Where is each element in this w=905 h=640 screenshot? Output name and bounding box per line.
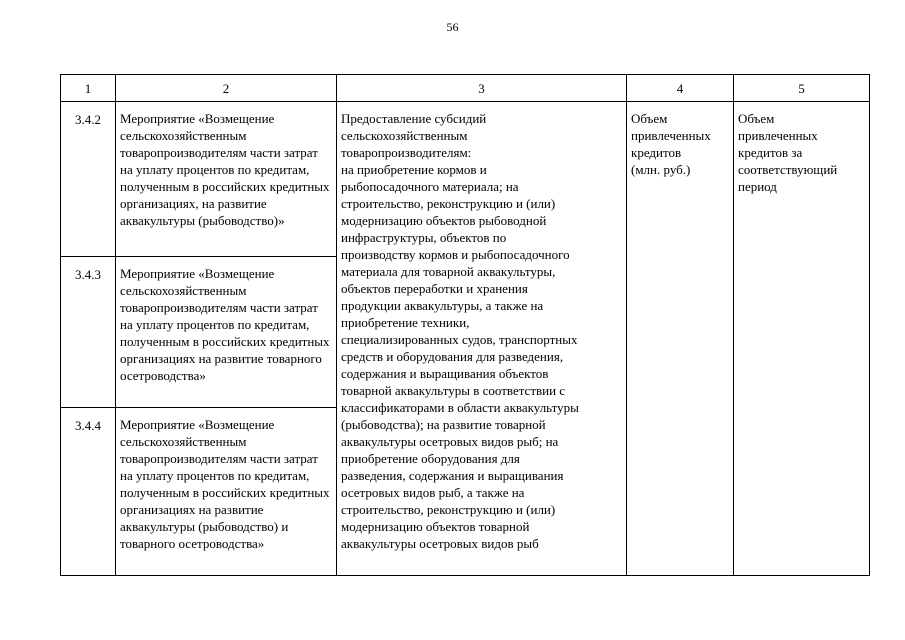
description-line: производству кормов и рыбопосадочного [341,247,570,262]
description-line: модернизацию объектов товарной [341,519,530,534]
description-lines [341,110,622,552]
description-line: материала для товарной аквакультуры, [341,264,556,279]
result-line: кредитов за [738,145,803,160]
column-header-4: 4 [627,75,734,102]
description-line: разведения, содержания и выращивания [341,468,564,483]
description-line: инфраструктуры, объектов по [341,230,507,245]
indicator-line: привлеченных [631,128,711,143]
description-line: на приобретение кормов и [341,162,487,177]
table-header-row [61,75,870,102]
event-description [337,102,627,576]
page-number: 56 [446,20,459,34]
description-line: строительство, реконструкцию и (или) [341,502,556,517]
description-line: продукции аквакультуры, а также на [341,298,544,313]
description-line: Предоставление субсидий [341,111,487,126]
description-line: товарной аквакультуры в соответствии с [341,383,566,398]
description-line: объектов переработки и хранения [341,281,528,296]
result-line: Объем [738,111,775,126]
description-line: классификаторами в области аквакультуры [341,400,579,415]
indicator-name [627,102,734,576]
event-name: Мероприятие «Возмещение сельскохозяйственным товаропроизводителям части затрат на уплату процентов по кредитам, полученным в российских кредитных организациях на развитие аквакультуры (рыбоводство) и товарного осетроводства» [116,408,337,576]
indicator-line: (млн. руб.) [631,162,691,177]
description-line: осетровых видов рыб, а также на [341,485,525,500]
description-line: аквакультуры осетровых видов рыб [341,536,539,551]
column-header-3: 3 [337,75,627,102]
column-header-5: 5 [734,75,870,102]
description-line: строительство, реконструкцию и (или) [341,196,556,211]
table-row [61,102,870,257]
result-line: период [738,179,777,194]
description-line: (рыбоводства); на развитие товарной [341,417,546,432]
indicator-lines [631,110,729,178]
result-line: привлеченных [738,128,818,143]
result-lines [738,110,865,195]
indicator-line: кредитов [631,145,682,160]
program-measures-table [60,74,870,576]
description-line: рыбопосадочного материала; на [341,179,519,194]
row-number: 3.4.4 [61,408,116,576]
row-number: 3.4.2 [61,102,116,257]
description-line: средств и оборудования для разведения, [341,349,564,364]
expected-result [734,102,870,576]
event-name: Мероприятие «Возмещение сельскохозяйственным товаропроизводителям части затрат на уплату процентов по кредитам, полученным в российских кредитных организациях на развитие товарного осетроводства» [116,257,337,408]
description-line: приобретение техники, [341,315,470,330]
indicator-line: Объем [631,111,668,126]
column-header-2: 2 [116,75,337,102]
result-line: соответствующий [738,162,838,177]
description-line: приобретение оборудования для [341,451,520,466]
description-line: специализированных судов, транспортных [341,332,578,347]
row-number: 3.4.3 [61,257,116,408]
description-line: модернизацию объектов рыбоводной [341,213,547,228]
description-line: аквакультуры осетровых видов рыб; на [341,434,559,449]
event-name: Мероприятие «Возмещение сельскохозяйственным товаропроизводителям части затрат на уплату процентов по кредитам, полученным в российских кредитных организациях, на развитие аквакультуры (рыбоводство)» [116,102,337,257]
description-line: сельскохозяйственным [341,128,468,143]
description-line: товаропроизводителям: [341,145,472,160]
description-line: содержания и выращивания объектов [341,366,549,381]
column-header-1: 1 [61,75,116,102]
